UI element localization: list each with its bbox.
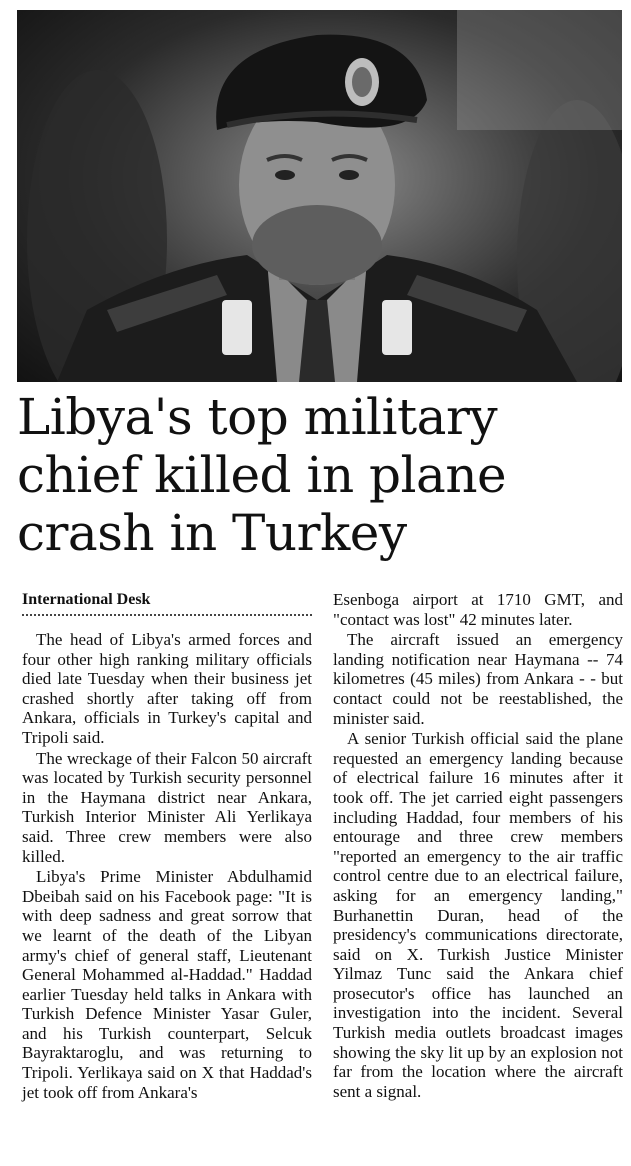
paragraph: The head of Libya's armed forces and four other high ranking military officials died late Tuesday when their business jet crashed shortly after taking off from Ankara, officials in Turkey's capital and Tripoli said. xyxy=(22,630,312,747)
article-photo xyxy=(17,10,622,382)
paragraph: A senior Turkish official said the plane requested an emergency landing because of electrical failure 16 minutes after it took off. The jet carried eight passengers including Haddad, four members of his entourage and three crew members "reported an emergency to the air traffic control centre due to an electrical failure, asking for an emergency landing," Burhanettin Duran, head of the presidency's communications directorate, said on X. Turkish Justice Minister Yilmaz Tunc said the Ankara chief prosecutor's office has launched an investigation into the incident. Several Turkish media outlets broadcast images showing the sky lit up by an explosion not far from the location where the aircraft sent a signal. xyxy=(333,729,623,1101)
byline-desk: International Desk xyxy=(22,590,312,616)
paragraph: The wreckage of their Falcon 50 aircraft was located by Turkish security personnel in the Haymana district near Ankara, Turkish Interior Minister Ali Yerlikaya said. Three crew members were also killed. xyxy=(22,748,312,866)
officer-portrait-illustration xyxy=(17,10,622,382)
article-column-right xyxy=(333,590,623,1102)
paragraph: Esenboga airport at 1710 GMT, and "contact was lost" 42 minutes later. xyxy=(333,590,623,629)
paragraph: The aircraft issued an emergency landing notification near Haymana -- 74 kilometres (45 miles) from Ankara - - but contact could not be reestablished, the minister said. xyxy=(333,630,623,728)
headline: Libya's top military chief killed in plane crash in Turkey xyxy=(17,388,507,562)
article-column-left xyxy=(22,590,312,1103)
paragraph: Libya's Prime Minister Abdulhamid Dbeibah said on his Facebook page: "It is with deep sadness and great sorrow that we learnt of the death of the Libyan army's chief of general staff, Lieutenant General Mohammed al-Haddad." Haddad earlier Tuesday held talks in Ankara with Turkish Defence Minister Yasar Guler, and his Turkish counterpart, Selcuk Bayraktaroglu, and was returning to Tripoli. Yerlikaya said on X that Haddad's jet took off from Ankara's xyxy=(22,867,312,1102)
